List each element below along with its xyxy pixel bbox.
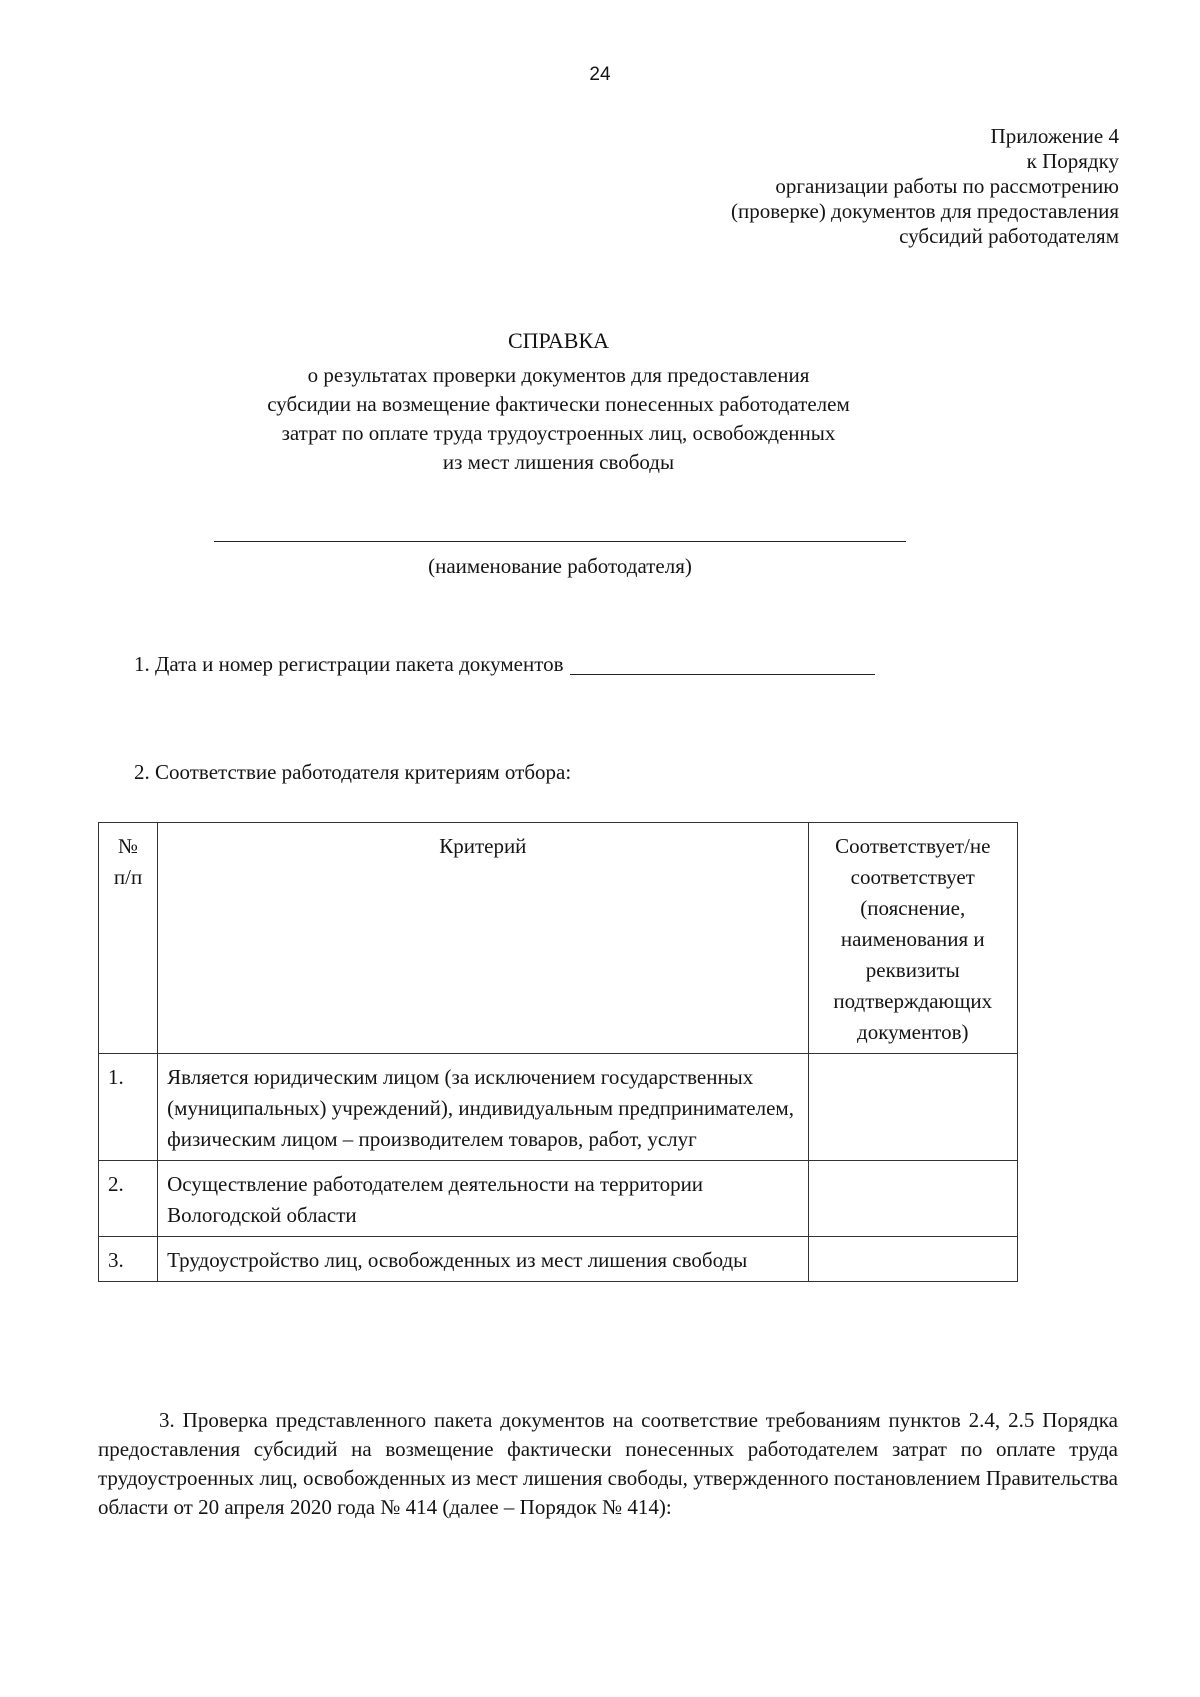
row-num: 3. (99, 1237, 158, 1282)
header-num: № п/п (99, 823, 158, 1054)
employer-name-blank-line (214, 541, 906, 542)
document-title: СПРАВКА (507, 328, 610, 353)
page-number: 24 (589, 64, 611, 85)
item-3-paragraph: 3. Проверка представленного пакета документов на соответствие требованиям пунктов 2.4, 2.5 Порядка предоставления субсидий на возмещение фактически понесенных работодателем затрат по оплате труда трудоустроенных лиц, освобожденных из мест лишения свободы, утвержденного постановлением Правительства области от 20 апреля 2020 года № 414 (далее – Порядок № 414): (98, 1408, 1118, 1519)
subtitle-line: из мест лишения свободы (442, 450, 675, 474)
appendix-line: субсидий работодателям (899, 224, 1119, 248)
subtitle-line: затрат по оплате труда трудоустроенных лиц, освобожденных (281, 421, 836, 445)
table-row (99, 1237, 1018, 1282)
appendix-line: Приложение 4 (990, 124, 1119, 148)
row-criterion: Является юридическим лицом (за исключением государственных (муниципальных) учреждений), индивидуальным предпринимателем, физическим лицом – производителем товаров, работ, услуг (158, 1054, 808, 1161)
row-status (808, 1054, 1017, 1161)
item-1-label: 1. Дата и номер регистрации пакета документов (134, 652, 564, 676)
employer-name-caption: (наименование работодателя) (428, 554, 692, 578)
appendix-reference (731, 124, 1119, 249)
row-criterion: Осуществление работодателем деятельности на территории Вологодской области (158, 1161, 808, 1237)
row-status (808, 1237, 1017, 1282)
row-num: 2. (99, 1161, 158, 1237)
item-3-verification (98, 1406, 1118, 1522)
row-status (808, 1161, 1017, 1237)
row-criterion: Трудоустройство лиц, освобожденных из мест лишения свободы (158, 1237, 808, 1282)
table-row (99, 1161, 1018, 1237)
header-criterion: Критерий (158, 823, 808, 1054)
document-subtitle (0, 361, 1117, 477)
item-2-criteria-heading: 2. Соответствие работодателя критериям отбора: (134, 760, 572, 784)
table-row (99, 1054, 1018, 1161)
header-status: Соответствует/не соответствует (пояснение, наименования и реквизиты подтверждающих документов) (808, 823, 1017, 1054)
row-num: 1. (99, 1054, 158, 1161)
criteria-table (98, 822, 1018, 1282)
appendix-line: (проверке) документов для предоставления (730, 199, 1119, 223)
appendix-line: организации работы по рассмотрению (775, 174, 1119, 198)
registration-blank-line (570, 673, 875, 675)
subtitle-line: о результатах проверки документов для предоставления (307, 363, 810, 387)
item-1-registration (134, 652, 875, 677)
subtitle-line: субсидии на возмещение фактически понесенных работодателем (267, 392, 850, 416)
table-header-row (99, 823, 1018, 1054)
appendix-line: к Порядку (1026, 149, 1119, 173)
